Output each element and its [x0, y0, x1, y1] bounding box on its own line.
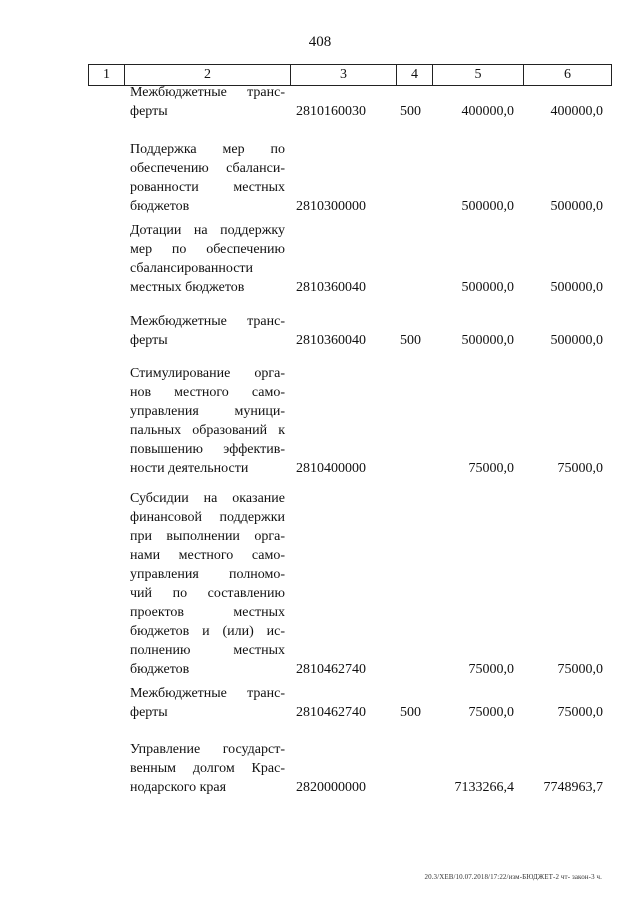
row-sum-2020: 75000,0 [557, 461, 603, 476]
column-header-1: 1 [89, 65, 125, 85]
table-row [0, 364, 640, 478]
row-sum-2019: 500000,0 [461, 199, 514, 214]
row-sum-2020: 75000,0 [557, 662, 603, 677]
page-number: 408 [308, 34, 332, 50]
row-kvr: 500 [400, 705, 421, 720]
row-name [130, 312, 285, 350]
row-name-line: чий по составлению [130, 586, 285, 601]
table-row [0, 684, 640, 722]
row-name-line: ферты [130, 333, 168, 348]
row-name-line: ферты [130, 705, 168, 720]
row-name [130, 740, 285, 797]
row-code: 2810300000 [296, 199, 366, 214]
table-row [0, 83, 640, 121]
table-row [0, 312, 640, 350]
row-name-line: Управление государст- [130, 742, 285, 757]
row-sum-2019: 75000,0 [468, 662, 514, 677]
row-name-line: Стимулирование орга- [130, 366, 285, 381]
row-name-line: сбалансированности [130, 261, 254, 276]
row-sum-2020: 400000,0 [550, 104, 603, 119]
table-row [0, 221, 640, 297]
row-name-line: проектов местных [130, 605, 285, 620]
column-header-2: 2 [125, 65, 291, 85]
row-name-line: бюджетов [130, 662, 190, 677]
table-row [0, 489, 640, 679]
row-name-line: нами местного само- [130, 548, 285, 563]
row-sum-2019: 75000,0 [468, 461, 514, 476]
row-kvr: 500 [400, 333, 421, 348]
row-name-line: обеспечению сбаланси- [130, 161, 285, 176]
row-name-line: полнению местных [130, 643, 285, 658]
row-name-line: пальных образований к [130, 423, 285, 438]
row-name-line: Межбюджетные транс- [130, 686, 285, 701]
row-code: 2820000000 [296, 780, 366, 795]
row-name-line: венным долгом Крас- [130, 761, 285, 776]
row-sum-2020: 500000,0 [550, 333, 603, 348]
row-name-line: Дотации на поддержку [130, 223, 285, 238]
row-name [130, 684, 285, 722]
row-name-line: финансовой поддержки [130, 510, 285, 525]
row-name-line: нов местного само- [130, 385, 285, 400]
row-code: 2810360040 [296, 280, 366, 295]
row-sum-2019: 500000,0 [461, 333, 514, 348]
row-sum-2019: 7133266,4 [454, 780, 514, 795]
column-header-6: 6 [564, 67, 571, 82]
row-name-line: при выполнении орга- [130, 529, 285, 544]
row-sum-2019: 400000,0 [461, 104, 514, 119]
column-header-4: 4 [397, 65, 433, 85]
column-header-5: 5 [433, 65, 524, 85]
row-name [130, 221, 285, 297]
row-code: 2810462740 [296, 705, 366, 720]
row-name [130, 83, 285, 121]
row-name-line: бюджетов [130, 199, 190, 214]
row-name-line: управления полномо- [130, 567, 285, 582]
row-sum-2020: 75000,0 [557, 705, 603, 720]
row-sum-2020: 500000,0 [550, 280, 603, 295]
row-kvr: 500 [400, 104, 421, 119]
row-sum-2020: 7748963,7 [543, 780, 603, 795]
row-name-line: Поддержка мер по [130, 142, 285, 157]
row-code: 2810400000 [296, 461, 366, 476]
row-name-line: мер по обеспечению [130, 242, 285, 257]
row-name-line: Субсидии на оказание [130, 491, 285, 506]
row-code: 2810360040 [296, 333, 366, 348]
row-code: 2810160030 [296, 104, 366, 119]
table-row [0, 140, 640, 216]
row-name-line: рованности местных [130, 180, 285, 195]
row-name-line: ности деятельности [130, 461, 249, 476]
row-name-line: нодарского края [130, 780, 227, 795]
row-name-line: Межбюджетные транс- [130, 314, 285, 329]
row-name-line: ферты [130, 104, 168, 119]
row-name-line: местных бюджетов [130, 280, 245, 295]
row-sum-2019: 75000,0 [468, 705, 514, 720]
footer-stamp: 20.3/ХЕВ/10.07.2018/17:22/изм-БЮДЖЕТ-2 чт- закон-3 ч. [424, 873, 602, 881]
row-sum-2019: 500000,0 [461, 280, 514, 295]
row-sum-2020: 500000,0 [550, 199, 603, 214]
column-header-3: 3 [291, 65, 397, 85]
row-name-line: Межбюджетные транс- [130, 85, 285, 100]
table-row [0, 740, 640, 797]
row-name-line: повышению эффектив- [130, 442, 285, 457]
row-name [130, 364, 285, 478]
row-code: 2810462740 [296, 662, 366, 677]
row-name [130, 140, 285, 216]
row-name [130, 489, 285, 679]
row-name-line: управления муници- [130, 404, 285, 419]
row-name-line: бюджетов и (или) ис- [130, 624, 285, 639]
